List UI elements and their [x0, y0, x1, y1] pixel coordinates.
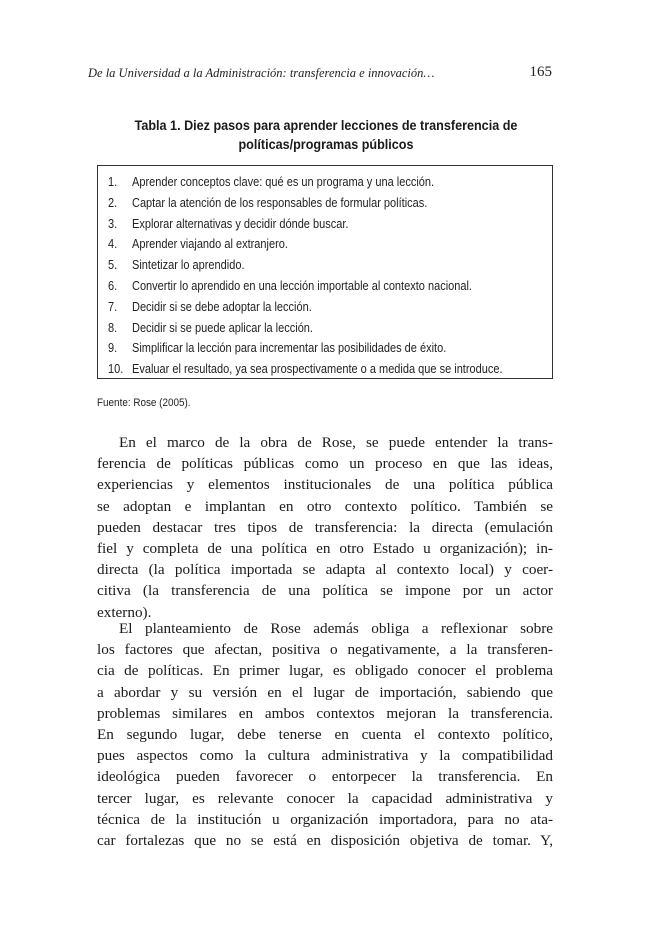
text-line: citiva (la transferencia de una política se impone por un actor — [97, 582, 553, 600]
step-text: Aprender conceptos clave: qué es un programa y una lección. — [132, 175, 435, 189]
table-caption-line: políticas/programas públicos — [238, 136, 414, 152]
body-paragraph — [97, 432, 553, 623]
step-number: 2. — [108, 195, 118, 210]
text-line: se adoptan e implantan en otro contexto político. También se — [97, 497, 553, 515]
step-number: 1. — [108, 175, 118, 189]
running-title: De la Universidad a la Administración: transferencia e innovación… — [88, 66, 435, 80]
text-line: externo). — [97, 603, 152, 621]
text-line: car fortalezas que no se está en disposición objetiva de tomar. Y, — [97, 831, 553, 849]
step-number: 7. — [108, 299, 118, 314]
text-line: En el marco de la obra de Rose, se puede entender la trans- — [119, 434, 553, 451]
step-item — [108, 338, 552, 359]
step-number: 3. — [108, 216, 118, 231]
step-item — [108, 318, 552, 339]
step-item — [108, 297, 552, 318]
step-text: Sintetizar lo aprendido. — [132, 258, 245, 273]
steps-list — [108, 172, 552, 380]
step-text: Explorar alternativas y decidir dónde buscar. — [132, 216, 349, 231]
table-caption-line: Tabla 1. Diez pasos para aprender lecciones de transferencia de — [134, 117, 518, 133]
steps-table — [97, 165, 553, 379]
step-item — [108, 193, 552, 214]
text-line: tercer lugar, es relevante conocer la capacidad administrativa y — [97, 789, 553, 807]
step-text: Decidir si se debe adoptar la lección. — [132, 299, 312, 314]
step-text: Convertir lo aprendido en una lección importable al contexto nacional. — [132, 278, 472, 293]
step-number: 5. — [108, 258, 118, 273]
step-number: 4. — [108, 237, 118, 252]
text-line: pueden destacar tres tipos de transferencia: la directa (emulación — [97, 518, 553, 536]
step-text: Simplificar la lección para incrementar las posibilidades de éxito. — [132, 341, 447, 356]
step-item — [108, 359, 552, 380]
step-text: Evaluar el resultado, ya sea prospectivamente o a medida que se introduce. — [132, 362, 503, 377]
step-item — [108, 234, 552, 255]
text-line: técnica de la institución u organización importadora, para no ata- — [97, 810, 553, 828]
text-line: cia de políticas. En primer lugar, es obligado conocer el problema — [97, 662, 553, 680]
step-item — [108, 172, 552, 193]
step-text: Aprender viajando al extranjero. — [132, 237, 288, 252]
step-number: 9. — [108, 341, 118, 356]
text-line: fiel y completa de una política en otro Estado u organización); in- — [97, 539, 553, 557]
table-caption — [123, 116, 530, 154]
step-item — [108, 214, 552, 235]
step-number: 8. — [108, 320, 118, 335]
step-text: Captar la atención de los responsables de formular políticas. — [132, 195, 428, 210]
text-line: En segundo lugar, debe tenerse en cuenta el contexto político, — [97, 725, 553, 743]
text-line: directa (la política importada se adapta al contexto local) y coer- — [97, 561, 553, 579]
text-line: problemas similares en ambos contextos mejoran la transferencia. — [97, 704, 553, 722]
step-text: Decidir si se puede aplicar la lección. — [132, 320, 313, 335]
source-note: Fuente: Rose (2005). — [97, 397, 191, 409]
text-line: a abordar y su versión en el lugar de importación, sabiendo que — [97, 683, 553, 701]
text-line: pues aspectos como la cultura administrativa y la compatibilidad — [97, 747, 553, 765]
step-item — [108, 255, 552, 276]
text-line: experiencias y elementos institucionales de una política pública — [97, 476, 553, 494]
page-number: 165 — [529, 64, 552, 80]
text-line: El planteamiento de Rose además obliga a reflexionar sobre — [119, 620, 553, 637]
running-head — [88, 64, 552, 86]
text-line: ferencia de políticas públicas como un proceso en que las ideas, — [97, 455, 553, 473]
step-number: 10. — [108, 362, 124, 377]
body-paragraph — [97, 618, 553, 851]
text-line: los factores que afectan, positiva o negativamente, a la transferen- — [97, 641, 553, 659]
text-line: ideológica pueden favorecer o entorpecer la transferencia. En — [97, 768, 553, 786]
step-number: 6. — [108, 278, 118, 293]
step-item — [108, 276, 552, 297]
